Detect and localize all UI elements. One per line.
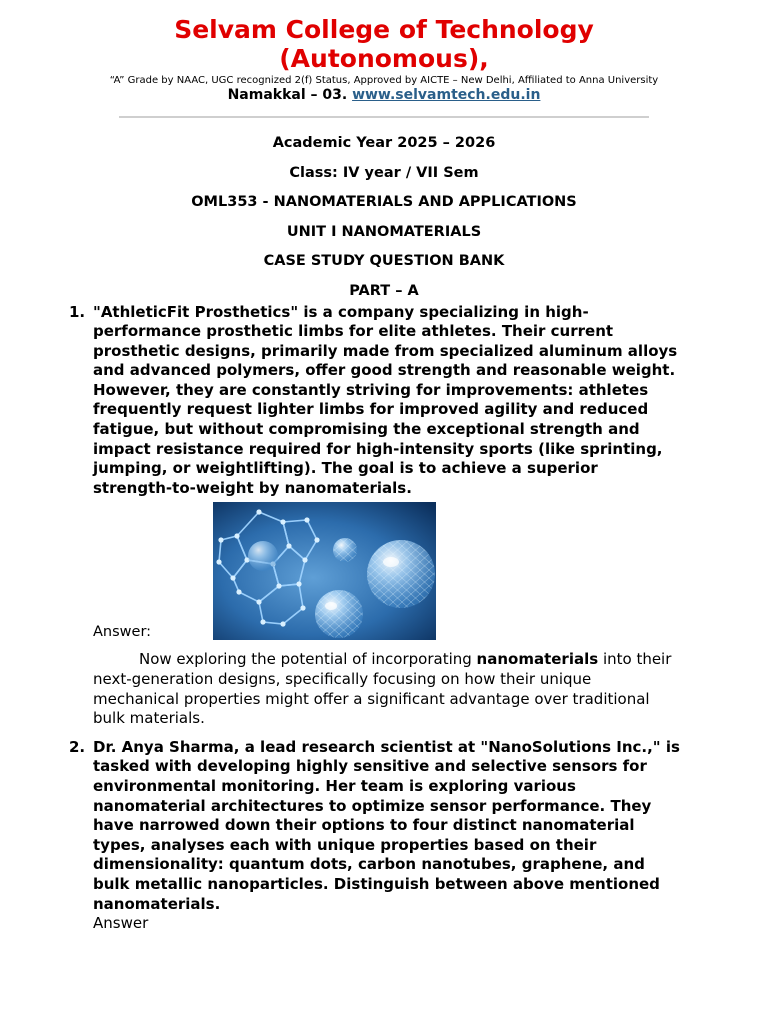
address-line [0, 87, 768, 104]
answer-text-end: into their next-generation designs, specifically focusing on how their unique mechanical properties might offer a significant advantage over traditional bulk materials. [93, 650, 672, 728]
question-number: 2. [69, 737, 86, 756]
answer-label: Answer: [93, 624, 152, 641]
course-meta [0, 134, 768, 300]
answer-text-start: Now exploring the potential of incorporating [139, 650, 477, 669]
unit-title: UNIT I NANOMATERIALS [286, 223, 482, 240]
question-bank-title: CASE STUDY QUESTION BANK [263, 253, 505, 269]
college-name: Selvam College of Technology (Autonomous), [174, 15, 594, 73]
address-text: Namakkal – 03. [227, 87, 348, 103]
question-text: "AthleticFit Prosthetics" is a company specializing in high-performance prosthetic limbs for elite athletes. Their current prosthetic designs, primarily made from specialized aluminum alloys and advanced polymers, offer good strength and reasonable weight. However, they are constantly striving for improvements: athletes frequently request lighter limbs for improved agility and reduced fatigue, but without compromising the exceptional strength and impact resistance required for high-intensity sports (like sprinting, jumping, or weightlifting). The goal is to achieve a superior strength-to-weight by nanomaterials. [93, 302, 678, 497]
website-link[interactable]: www.selvamtech.edu.in [352, 87, 541, 103]
answer-row [93, 502, 680, 644]
course-title: OML353 - NANOMATERIALS AND APPLICATIONS [191, 194, 577, 210]
answer-keyword: nanomaterials [476, 650, 599, 669]
question-item [0, 303, 768, 729]
answer-label: Answer [93, 914, 149, 933]
part-title: PART – A [349, 282, 419, 299]
document-header [0, 0, 768, 104]
accreditation-line: “A” Grade by NAAC, UGC recognized 2(f) Status, Approved by AICTE – New Delhi, Affiliated to Anna University [109, 75, 659, 86]
class-info: Class: IV year / VII Sem [289, 164, 479, 181]
nanostructure-illustration-icon [213, 502, 436, 640]
academic-year: Academic Year 2025 – 2026 [272, 135, 496, 151]
question-item [0, 738, 768, 934]
question-list [0, 303, 768, 934]
answer-text [93, 650, 680, 728]
question-text: Dr. Anya Sharma, a lead research scientist at "NanoSolutions Inc.," is tasked with developing highly sensitive and selective sensors for environmental monitoring. Her team is exploring various nanomaterial architectures to optimize sensor performance. They have narrowed down their options to four distinct nanomaterial types, analyses each with unique properties based on their dimensionality: quantum dots, carbon nanotubes, graphene, and bulk metallic nanoparticles. Distinguish between above mentioned nanomaterials. [93, 737, 680, 913]
header-divider [119, 116, 649, 118]
question-number: 1. [69, 302, 86, 321]
